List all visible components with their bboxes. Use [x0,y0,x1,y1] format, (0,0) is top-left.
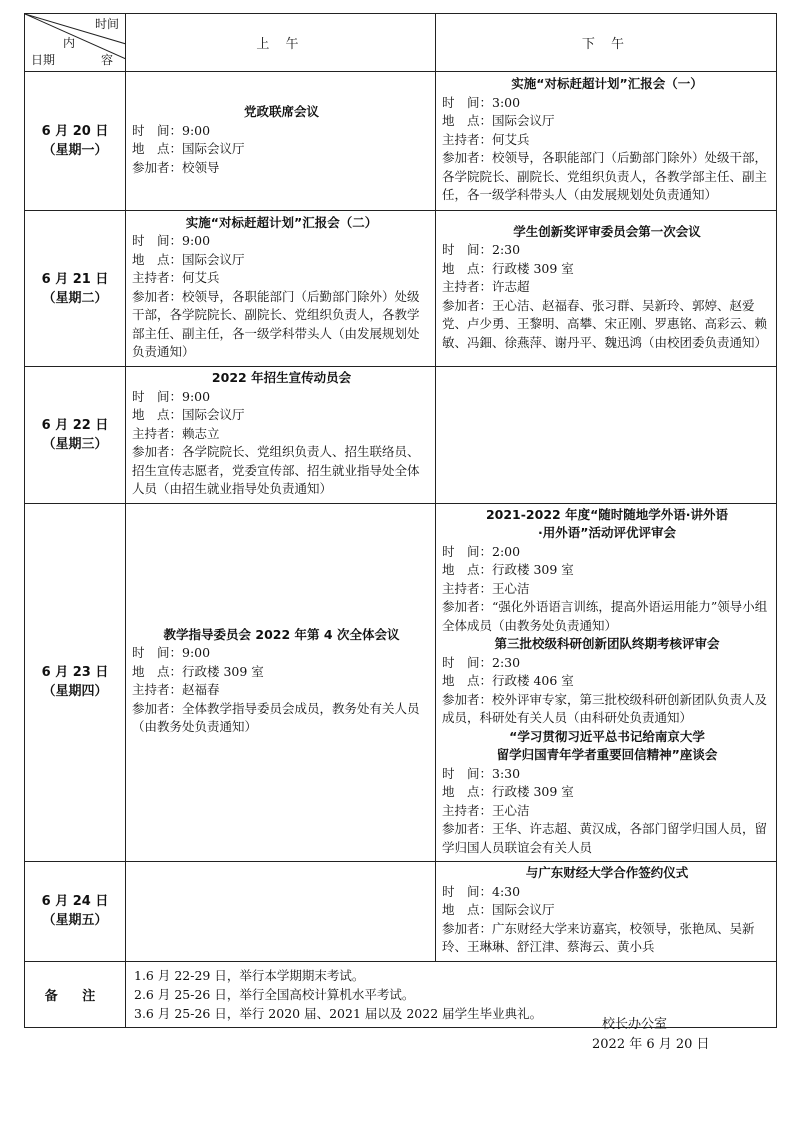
event-time: 时 间：9:00 [132,388,211,404]
event-title: 2022 年招生宣传动员会 [211,370,352,385]
event-participants: 参加者：校外评审专家，第三批校级科研创新团队负责人及成员，科研处有关人员（由科研处负责通知） [442,691,768,725]
date-cell [25,862,126,962]
date-cell [25,503,126,862]
event-participants: 参加者：全体教学指导委员会成员，教务处有关人员（由教务处负责通知） [132,700,420,735]
date: 6 月 20 日 [41,124,109,139]
table-row [25,862,777,962]
event-time: 时 间：2:30 [442,242,521,258]
event-location: 地 点：国际会议厅 [132,141,245,156]
morning-header: 上 午 [126,14,436,72]
event-time: 时 间：9:00 [132,233,211,248]
note-item: 1.6 月 22-29 日，举行本学期期末考试。 [134,967,365,983]
event-title: 实施“对标赶超计划”汇报会（一） [511,76,703,92]
date: 6 月 23 日 [41,665,109,681]
event-participants: 参加者：“强化外语语言训练，提高外语运用能力”领导小组全体成员（由教务处负责通知） [442,599,768,633]
event-time: 时 间：2:30 [442,654,521,670]
event-participants: 参加者：各学院院长、党组织负责人、招生联络员、招生宣传志愿者，党委宣传部、招生就业指导处全体人员（由招生就业指导处负责通知） [132,444,420,496]
corner-nei-label: 内 [63,36,76,50]
table-row [25,503,777,862]
event-host: 主持者：许志超 [442,279,530,295]
afternoon-cell-empty [436,367,777,504]
event-location: 地 点：行政楼 406 室 [442,673,574,688]
event-location: 地 点：行政楼 309 室 [442,260,574,276]
morning-cell-empty [126,862,436,962]
table-row [25,72,777,211]
table-row [25,367,777,504]
morning-cell [126,503,436,862]
event-title: 党政联席会议 [243,104,319,119]
event-title: 2021-2022 年度“随时随地学外语·讲外语 [485,506,729,522]
event-host: 主持者：赖志立 [132,425,220,441]
event-title-line2: ·用外语”活动评优评审会 [538,525,676,540]
event-title: 第三批校级科研创新团队终期考核评审会 [494,636,720,651]
note-item: 3.6 月 25-26 日，举行 2020 届、2021 届以及 2022 届学生毕业典礼。 [134,1005,543,1021]
event-participants: 参加者：校领导 [132,159,220,175]
date: 6 月 24 日 [41,894,109,910]
notes-cell [126,961,777,1027]
morning-cell [126,367,436,504]
date: 6 月 21 日 [41,271,109,287]
afternoon-cell [436,503,777,862]
corner-date-label: 日期 [31,53,56,67]
event-title: 学生创新奖评审委员会第一次会议 [513,223,701,239]
event-location: 地 点：行政楼 309 室 [442,562,574,577]
event-host: 主持者：王心洁 [442,580,530,596]
morning-cell [126,72,436,211]
issuing-office: 校长办公室 [602,1017,668,1032]
afternoon-cell [436,211,777,367]
event-time: 时 间：4:30 [442,883,521,899]
event-location: 地 点：行政楼 309 室 [132,663,264,679]
weekday: （星期五） [42,913,108,929]
event-title: 实施“对标赶超计划”汇报会（二） [185,214,378,230]
event-time: 时 间：3:30 [442,765,521,781]
morning-cell [126,211,436,367]
corner-time-label: 时间 [94,17,119,31]
event-participants: 参加者：广东财经大学来访嘉宾，校领导，张艳凤、吴新玲、王琳琳、舒江津、蔡海云、黄小兵 [442,920,755,954]
event-time: 时 间：3:00 [442,94,521,110]
weekday: （星期一） [42,143,108,158]
event-title-line2: 留学归国青年学者重要回信精神”座谈会 [496,747,718,762]
date-cell [25,211,126,367]
event-location: 地 点：国际会议厅 [442,902,555,917]
event-participants: 参加者：王心洁、赵福春、张习群、吴新玲、郭婷、赵爱党、卢少勇、王黎明、高攀、宋正刚、罗惠铭、高彩云、赖敏、冯鈿、徐燕萍、谢丹平、魏迅鸿（由校团委负责通知） [442,297,768,350]
event-location: 地 点：国际会议厅 [132,251,245,267]
event-host: 主持者：王心洁 [442,802,530,818]
weekday: （星期四） [42,684,108,700]
event-location: 地 点：行政楼 309 室 [442,784,574,799]
weekday: （星期三） [42,436,108,452]
date: 6 月 22 日 [41,417,109,433]
corner-rong-label: 容 [101,53,114,67]
date-cell [25,367,126,504]
afternoon-header: 下 午 [436,14,777,72]
afternoon-cell [436,72,777,211]
event-location: 地 点：国际会议厅 [132,407,245,422]
header-row [25,14,777,72]
event-title: 教学指导委员会 2022 年第 4 次全体会议 [163,626,400,642]
event-time: 时 间：9:00 [132,122,211,138]
event-participants: 参加者：校领导，各职能部门（后勤部门除外）处级干部，各学院院长、副院长、党组织负责人，各教学部主任、副主任，各一级学科带头人（由发展规划处负责通知） [132,288,420,359]
event-host: 主持者：赵福春 [132,682,220,698]
event-participants: 参加者：王华、许志超、黄汉成，各部门留学归国人员，留学归国人员联谊会有关人员 [442,821,768,855]
event-participants: 参加者：校领导，各职能部门（后勤部门除外）处级干部，各学院院长、副院长、党组织负责人，各教学部主任、副主任，各一级学科带头人（由发展规划处负责通知） [442,150,768,203]
event-time: 时 间：2:00 [442,543,521,559]
event-host: 主持者：何艾兵 [442,131,530,147]
weekday: （星期二） [42,290,108,306]
event-host: 主持者：何艾兵 [132,270,220,285]
event-time: 时 间：9:00 [132,645,211,661]
event-location: 地 点：国际会议厅 [442,113,555,129]
afternoon-cell [436,862,777,962]
event-title: 与广东财经大学合作签约仪式 [525,865,689,880]
corner-cell [25,14,126,72]
event-title: “学习贯彻习近平总书记给南京大学 [509,728,705,744]
notes-label: 备 注 [25,961,126,1027]
issue-date: 2022 年 6 月 20 日 [592,1037,710,1052]
schedule-table [24,13,777,1028]
table-row [25,211,777,367]
note-item: 2.6 月 25-26 日，举行全国高校计算机水平考试。 [134,986,415,1002]
date-cell [25,72,126,211]
